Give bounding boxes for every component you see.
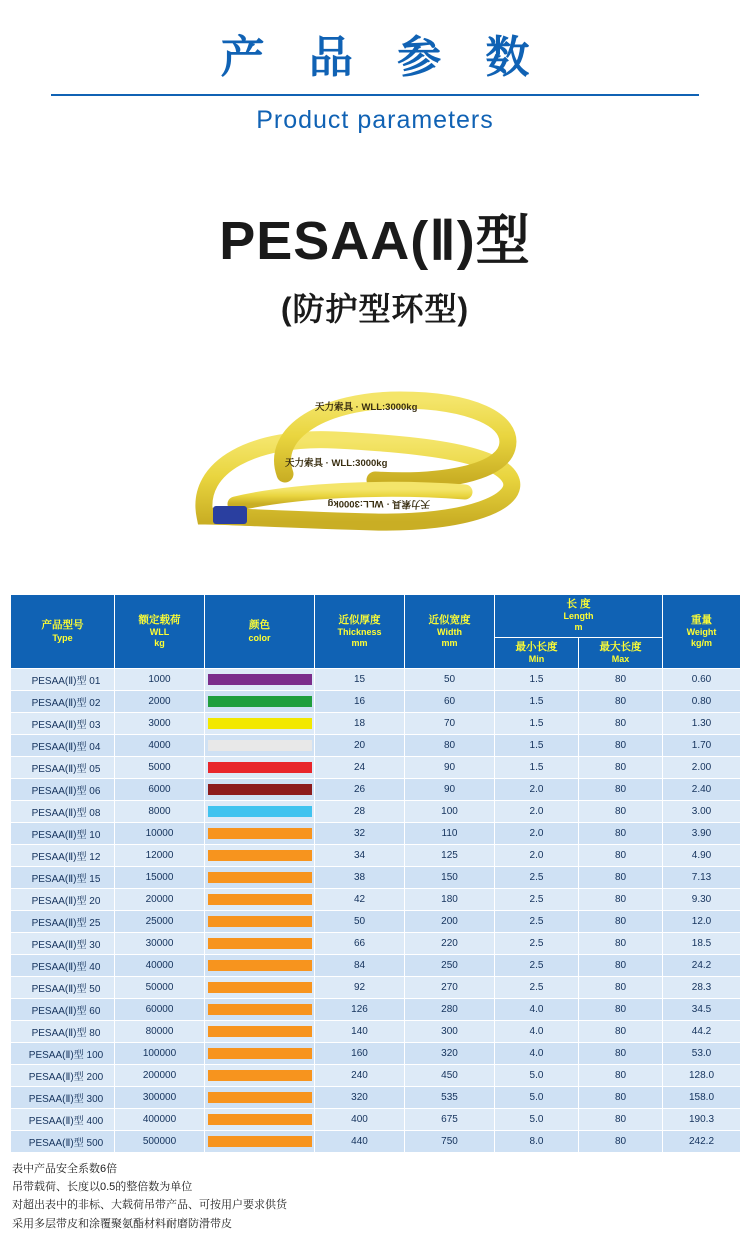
- cell-wll: 500000: [115, 1131, 205, 1153]
- cell-wll: 10000: [115, 823, 205, 845]
- table-row: [11, 779, 741, 801]
- cell-length-max: 80: [579, 823, 663, 845]
- cell-wll: 25000: [115, 911, 205, 933]
- cell-length-min: 2.5: [495, 911, 579, 933]
- cell-length-min: 8.0: [495, 1131, 579, 1153]
- cell-width: 270: [405, 977, 495, 999]
- cell-weight: 28.3: [663, 977, 741, 999]
- cell-color: [205, 735, 315, 757]
- page-header: [0, 0, 750, 135]
- cell-thickness: 34: [315, 845, 405, 867]
- product-subtitle: (防护型环型): [280, 291, 470, 328]
- color-swatch: [208, 916, 312, 927]
- table-row: [11, 933, 741, 955]
- cell-width: 450: [405, 1065, 495, 1087]
- cell-length-max: 80: [579, 933, 663, 955]
- cell-thickness: 28: [315, 801, 405, 823]
- cell-weight: 18.5: [663, 933, 741, 955]
- cell-length-min: 2.5: [495, 977, 579, 999]
- table-row: [11, 977, 741, 999]
- cell-width: 100: [405, 801, 495, 823]
- cell-color: [205, 1131, 315, 1153]
- color-swatch: [208, 1114, 312, 1125]
- parameters-table-wrapper: [10, 594, 740, 1153]
- cell-thickness: 66: [315, 933, 405, 955]
- cell-weight: 7.13: [663, 867, 741, 889]
- cell-length-max: 80: [579, 1131, 663, 1153]
- cell-color: [205, 669, 315, 691]
- cell-thickness: 38: [315, 867, 405, 889]
- color-swatch: [208, 740, 312, 751]
- cell-width: 200: [405, 911, 495, 933]
- table-row: [11, 713, 741, 735]
- cell-wll: 20000: [115, 889, 205, 911]
- table-row: [11, 1131, 741, 1153]
- cell-length-min: 2.0: [495, 823, 579, 845]
- cell-thickness: 24: [315, 757, 405, 779]
- cell-type: PESAA(Ⅱ)型 500: [11, 1131, 115, 1153]
- cell-width: 90: [405, 779, 495, 801]
- cell-type: PESAA(Ⅱ)型 400: [11, 1109, 115, 1131]
- color-swatch: [208, 762, 312, 773]
- cell-weight: 53.0: [663, 1043, 741, 1065]
- cell-length-min: 2.5: [495, 867, 579, 889]
- cell-width: 535: [405, 1087, 495, 1109]
- col-header-length-max: 最大长度 Max: [579, 637, 663, 668]
- col-header-length-min: 最小长度 Min: [495, 637, 579, 668]
- cell-color: [205, 999, 315, 1021]
- col-header-type: 产品型号 Type: [11, 595, 115, 669]
- color-swatch: [208, 696, 312, 707]
- cell-type: PESAA(Ⅱ)型 04: [11, 735, 115, 757]
- cell-wll: 1000: [115, 669, 205, 691]
- table-row: [11, 955, 741, 977]
- cell-thickness: 20: [315, 735, 405, 757]
- footnote-line: 对超出表中的非标、大载荷吊带产品、可按用户要求供货: [12, 1199, 287, 1212]
- footnotes: [12, 1160, 750, 1233]
- cell-length-max: 80: [579, 779, 663, 801]
- table-row: [11, 867, 741, 889]
- cell-weight: 0.80: [663, 691, 741, 713]
- cell-type: PESAA(Ⅱ)型 200: [11, 1065, 115, 1087]
- cell-weight: 9.30: [663, 889, 741, 911]
- cell-length-max: 80: [579, 1087, 663, 1109]
- cell-thickness: 32: [315, 823, 405, 845]
- product-photo: [0, 356, 750, 576]
- cell-wll: 5000: [115, 757, 205, 779]
- cell-width: 80: [405, 735, 495, 757]
- cell-length-max: 80: [579, 735, 663, 757]
- table-row: [11, 735, 741, 757]
- table-row: [11, 1109, 741, 1131]
- color-swatch: [208, 1048, 312, 1059]
- cell-length-min: 5.0: [495, 1065, 579, 1087]
- color-swatch: [208, 1092, 312, 1103]
- cell-thickness: 240: [315, 1065, 405, 1087]
- table-row: [11, 889, 741, 911]
- cell-thickness: 26: [315, 779, 405, 801]
- cell-length-max: 80: [579, 1021, 663, 1043]
- color-swatch: [208, 1026, 312, 1037]
- cell-color: [205, 1043, 315, 1065]
- cell-type: PESAA(Ⅱ)型 03: [11, 713, 115, 735]
- cell-color: [205, 1087, 315, 1109]
- page-title: 产 品 参 数: [220, 33, 546, 82]
- color-swatch: [208, 784, 312, 795]
- col-header-wll: 额定载荷 WLL kg: [115, 595, 205, 669]
- cell-wll: 400000: [115, 1109, 205, 1131]
- cell-width: 60: [405, 691, 495, 713]
- table-row: [11, 669, 741, 691]
- cell-weight: 4.90: [663, 845, 741, 867]
- cell-width: 220: [405, 933, 495, 955]
- cell-width: 125: [405, 845, 495, 867]
- cell-type: PESAA(Ⅱ)型 15: [11, 867, 115, 889]
- cell-wll: 8000: [115, 801, 205, 823]
- cell-weight: 128.0: [663, 1065, 741, 1087]
- col-header-color: 颜色 color: [205, 595, 315, 669]
- table-body: [11, 669, 741, 1153]
- sling-print-mid: 天力索具 · WLL:3000kg: [285, 458, 388, 470]
- product-name: PESAA(Ⅱ)型: [219, 211, 531, 272]
- footnote-line: 吊带载荷、长度以0.5的整倍数为单位: [12, 1181, 193, 1194]
- page-subtitle: Product parameters: [256, 106, 494, 135]
- cell-color: [205, 889, 315, 911]
- cell-length-min: 1.5: [495, 757, 579, 779]
- cell-length-max: 80: [579, 867, 663, 889]
- cell-type: PESAA(Ⅱ)型 01: [11, 669, 115, 691]
- cell-length-min: 2.5: [495, 889, 579, 911]
- cell-length-max: 80: [579, 911, 663, 933]
- cell-weight: 242.2: [663, 1131, 741, 1153]
- cell-length-min: 5.0: [495, 1109, 579, 1131]
- cell-thickness: 320: [315, 1087, 405, 1109]
- cell-color: [205, 691, 315, 713]
- cell-width: 150: [405, 867, 495, 889]
- cell-color: [205, 801, 315, 823]
- table-row: [11, 911, 741, 933]
- cell-type: PESAA(Ⅱ)型 10: [11, 823, 115, 845]
- cell-length-max: 80: [579, 1043, 663, 1065]
- cell-weight: 44.2: [663, 1021, 741, 1043]
- table-row: [11, 999, 741, 1021]
- color-swatch: [208, 1070, 312, 1081]
- cell-width: 250: [405, 955, 495, 977]
- header-divider: [51, 94, 699, 96]
- cell-color: [205, 845, 315, 867]
- cell-wll: 60000: [115, 999, 205, 1021]
- cell-weight: 3.00: [663, 801, 741, 823]
- cell-color: [205, 911, 315, 933]
- cell-wll: 6000: [115, 779, 205, 801]
- cell-weight: 1.30: [663, 713, 741, 735]
- table-row: [11, 823, 741, 845]
- cell-type: PESAA(Ⅱ)型 08: [11, 801, 115, 823]
- cell-length-min: 4.0: [495, 999, 579, 1021]
- cell-type: PESAA(Ⅱ)型 40: [11, 955, 115, 977]
- cell-type: PESAA(Ⅱ)型 25: [11, 911, 115, 933]
- cell-width: 320: [405, 1043, 495, 1065]
- cell-color: [205, 977, 315, 999]
- cell-wll: 12000: [115, 845, 205, 867]
- product-heading: [0, 213, 750, 330]
- cell-wll: 80000: [115, 1021, 205, 1043]
- color-swatch: [208, 850, 312, 861]
- color-swatch: [208, 718, 312, 729]
- cell-weight: 34.5: [663, 999, 741, 1021]
- cell-weight: 24.2: [663, 955, 741, 977]
- cell-type: PESAA(Ⅱ)型 12: [11, 845, 115, 867]
- cell-length-min: 1.5: [495, 735, 579, 757]
- cell-color: [205, 757, 315, 779]
- col-header-length: 长 度 Length m: [495, 595, 663, 638]
- cell-weight: 12.0: [663, 911, 741, 933]
- sling-label-tag: [213, 506, 247, 524]
- cell-wll: 40000: [115, 955, 205, 977]
- cell-weight: 0.60: [663, 669, 741, 691]
- cell-width: 90: [405, 757, 495, 779]
- cell-length-min: 2.5: [495, 955, 579, 977]
- cell-wll: 300000: [115, 1087, 205, 1109]
- table-row: [11, 1065, 741, 1087]
- cell-wll: 2000: [115, 691, 205, 713]
- cell-width: 70: [405, 713, 495, 735]
- cell-width: 300: [405, 1021, 495, 1043]
- table-row: [11, 1087, 741, 1109]
- cell-width: 50: [405, 669, 495, 691]
- color-swatch: [208, 872, 312, 883]
- cell-width: 180: [405, 889, 495, 911]
- cell-wll: 4000: [115, 735, 205, 757]
- cell-color: [205, 1065, 315, 1087]
- cell-width: 110: [405, 823, 495, 845]
- cell-length-min: 4.0: [495, 1021, 579, 1043]
- cell-color: [205, 713, 315, 735]
- color-swatch: [208, 1136, 312, 1147]
- cell-length-max: 80: [579, 889, 663, 911]
- cell-thickness: 84: [315, 955, 405, 977]
- cell-length-max: 80: [579, 669, 663, 691]
- cell-color: [205, 1109, 315, 1131]
- cell-color: [205, 823, 315, 845]
- round-sling-illustration: [165, 356, 585, 556]
- cell-weight: 190.3: [663, 1109, 741, 1131]
- cell-color: [205, 955, 315, 977]
- cell-length-min: 2.0: [495, 779, 579, 801]
- cell-length-min: 1.5: [495, 691, 579, 713]
- footnote-line: 采用多层带皮和涂覆聚氨酯材料耐磨防滑带皮: [12, 1217, 232, 1230]
- cell-thickness: 15: [315, 669, 405, 691]
- cell-weight: 1.70: [663, 735, 741, 757]
- color-swatch: [208, 674, 312, 685]
- table-header-row-1: [11, 595, 741, 638]
- cell-thickness: 42: [315, 889, 405, 911]
- cell-type: PESAA(Ⅱ)型 300: [11, 1087, 115, 1109]
- cell-type: PESAA(Ⅱ)型 60: [11, 999, 115, 1021]
- cell-weight: 158.0: [663, 1087, 741, 1109]
- cell-type: PESAA(Ⅱ)型 80: [11, 1021, 115, 1043]
- cell-length-min: 2.0: [495, 845, 579, 867]
- table-row: [11, 757, 741, 779]
- cell-length-max: 80: [579, 691, 663, 713]
- cell-length-min: 1.5: [495, 669, 579, 691]
- cell-thickness: 400: [315, 1109, 405, 1131]
- cell-length-min: 5.0: [495, 1087, 579, 1109]
- cell-wll: 3000: [115, 713, 205, 735]
- table-header: [11, 595, 741, 669]
- table-row: [11, 691, 741, 713]
- col-header-width: 近似宽度 Width mm: [405, 595, 495, 669]
- cell-thickness: 126: [315, 999, 405, 1021]
- cell-wll: 15000: [115, 867, 205, 889]
- cell-type: PESAA(Ⅱ)型 50: [11, 977, 115, 999]
- cell-type: PESAA(Ⅱ)型 06: [11, 779, 115, 801]
- cell-thickness: 140: [315, 1021, 405, 1043]
- cell-width: 280: [405, 999, 495, 1021]
- cell-type: PESAA(Ⅱ)型 02: [11, 691, 115, 713]
- table-row: [11, 1043, 741, 1065]
- cell-length-min: 1.5: [495, 713, 579, 735]
- color-swatch: [208, 894, 312, 905]
- color-swatch: [208, 960, 312, 971]
- cell-type: PESAA(Ⅱ)型 30: [11, 933, 115, 955]
- color-swatch: [208, 828, 312, 839]
- sling-print-bottom: 天力索具 · WLL:3000kg: [327, 498, 430, 510]
- cell-length-min: 2.0: [495, 801, 579, 823]
- color-swatch: [208, 1004, 312, 1015]
- table-row: [11, 801, 741, 823]
- cell-type: PESAA(Ⅱ)型 05: [11, 757, 115, 779]
- cell-length-max: 80: [579, 1065, 663, 1087]
- cell-thickness: 50: [315, 911, 405, 933]
- cell-length-min: 4.0: [495, 1043, 579, 1065]
- cell-thickness: 160: [315, 1043, 405, 1065]
- table-row: [11, 1021, 741, 1043]
- cell-color: [205, 867, 315, 889]
- cell-type: PESAA(Ⅱ)型 100: [11, 1043, 115, 1065]
- cell-length-max: 80: [579, 955, 663, 977]
- cell-thickness: 440: [315, 1131, 405, 1153]
- cell-length-max: 80: [579, 977, 663, 999]
- footnote-line: 表中产品安全系数6倍: [12, 1163, 118, 1176]
- color-swatch: [208, 982, 312, 993]
- col-header-thickness: 近似厚度 Thickness mm: [315, 595, 405, 669]
- cell-width: 675: [405, 1109, 495, 1131]
- cell-color: [205, 1021, 315, 1043]
- col-header-weight: 重量 Weight kg/m: [663, 595, 741, 669]
- cell-length-max: 80: [579, 1109, 663, 1131]
- cell-thickness: 18: [315, 713, 405, 735]
- cell-type: PESAA(Ⅱ)型 20: [11, 889, 115, 911]
- cell-wll: 200000: [115, 1065, 205, 1087]
- cell-weight: 2.00: [663, 757, 741, 779]
- cell-width: 750: [405, 1131, 495, 1153]
- table-row: [11, 845, 741, 867]
- cell-wll: 100000: [115, 1043, 205, 1065]
- sling-print-top: 天力索具 · WLL:3000kg: [315, 402, 418, 414]
- color-swatch: [208, 938, 312, 949]
- cell-weight: 2.40: [663, 779, 741, 801]
- cell-length-max: 80: [579, 757, 663, 779]
- cell-wll: 30000: [115, 933, 205, 955]
- cell-thickness: 16: [315, 691, 405, 713]
- cell-wll: 50000: [115, 977, 205, 999]
- cell-length-max: 80: [579, 801, 663, 823]
- cell-color: [205, 779, 315, 801]
- cell-length-min: 2.5: [495, 933, 579, 955]
- cell-length-max: 80: [579, 999, 663, 1021]
- cell-thickness: 92: [315, 977, 405, 999]
- cell-length-max: 80: [579, 713, 663, 735]
- parameters-table: [10, 594, 741, 1153]
- cell-color: [205, 933, 315, 955]
- cell-length-max: 80: [579, 845, 663, 867]
- cell-weight: 3.90: [663, 823, 741, 845]
- color-swatch: [208, 806, 312, 817]
